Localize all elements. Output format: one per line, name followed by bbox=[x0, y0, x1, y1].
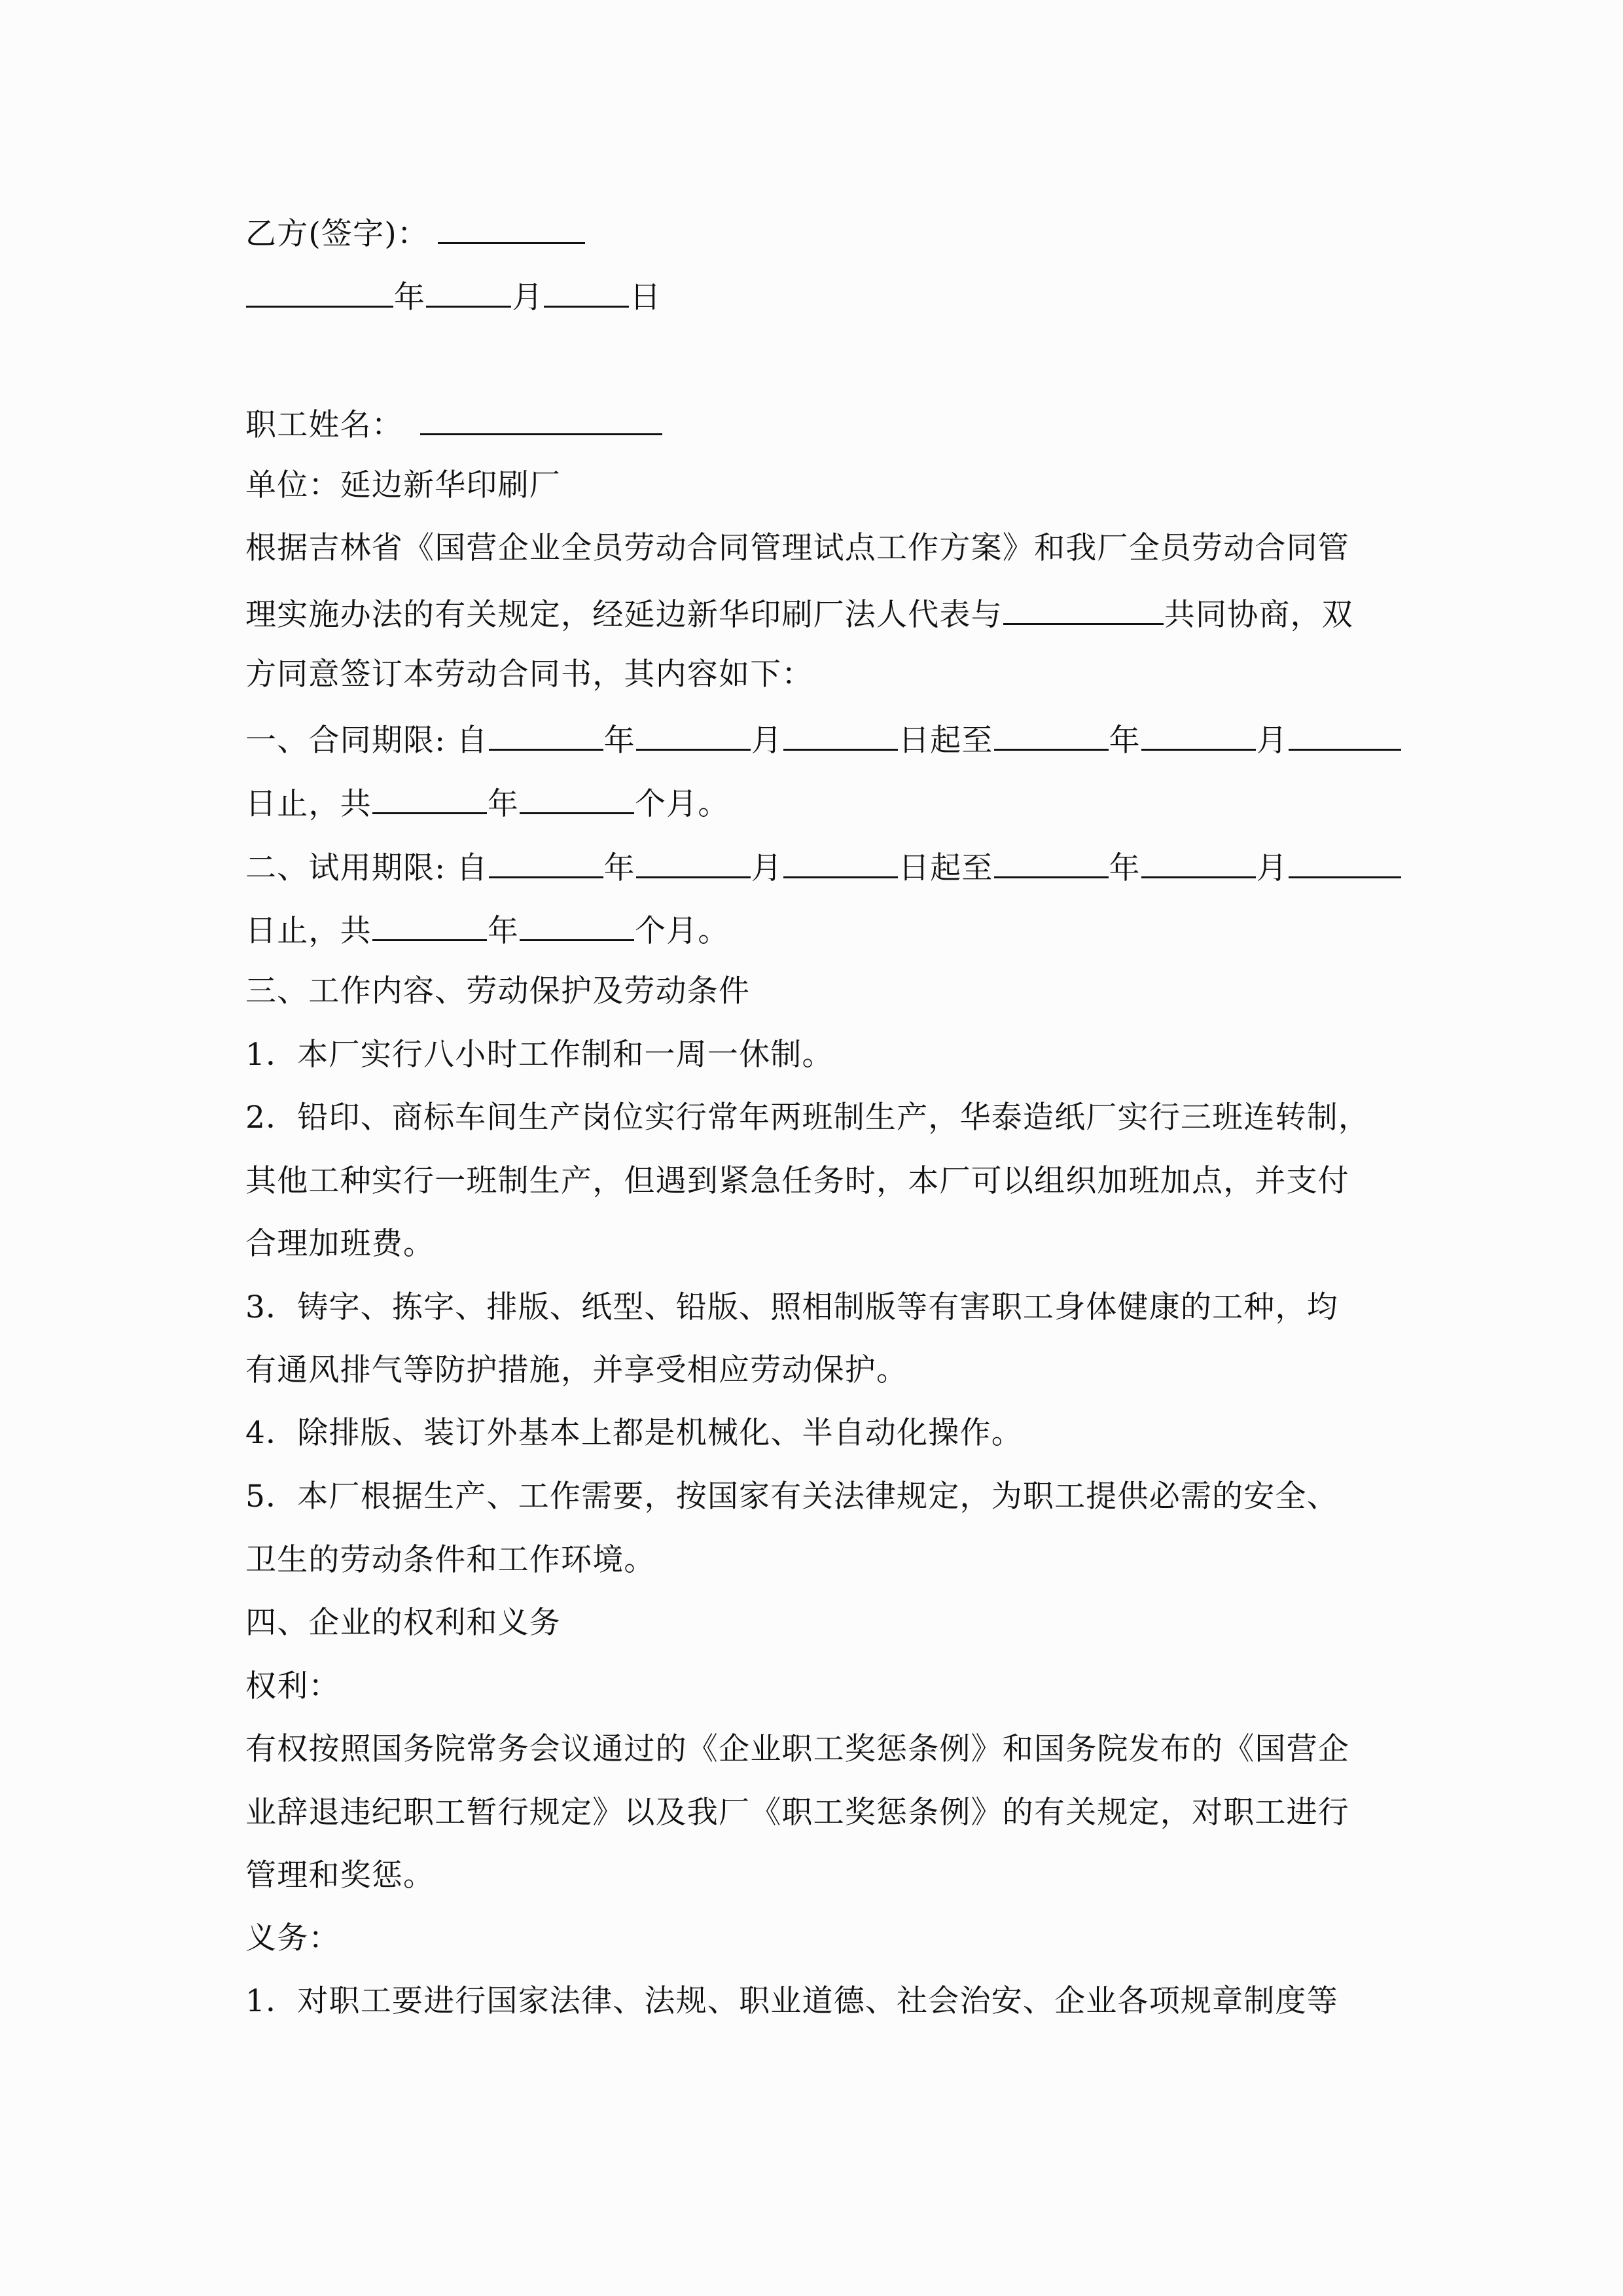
contract-end-day-field[interactable] bbox=[1289, 715, 1401, 751]
section-3-item-3-line-1: 3．铸字、拣字、排版、纸型、铅版、照相制版等有害职工身体健康的工种，均 bbox=[245, 1289, 1338, 1325]
month-label: 月 bbox=[751, 850, 783, 886]
contract-total-months-field[interactable] bbox=[520, 778, 634, 814]
year-label: 年 bbox=[487, 913, 520, 949]
rights-line-1: 有权按照国务院常务会议通过的《企业职工奖惩条例》和国务院发布的《国营企 bbox=[245, 1731, 1349, 1767]
year-label: 年 bbox=[394, 279, 426, 315]
month-label: 月 bbox=[751, 723, 783, 759]
preamble-line-2-tail: 共同协商，双 bbox=[1164, 597, 1354, 633]
rights-line-2: 业辞退违纪职工暂行规定》以及我厂《职工奖惩条例》的有关规定，对职工进行 bbox=[245, 1795, 1349, 1831]
party-b-signature-label: 乙方(签字)： bbox=[245, 216, 429, 252]
rights-label: 权利： bbox=[245, 1668, 340, 1704]
party-b-signature-field[interactable] bbox=[438, 208, 585, 244]
probation-term-line bbox=[245, 842, 1397, 888]
unit-label: 单位： bbox=[245, 467, 340, 503]
signature-date-line bbox=[245, 272, 1397, 317]
rights-line-3: 管理和奖惩。 bbox=[245, 1857, 435, 1893]
months-label: 个月。 bbox=[635, 913, 730, 949]
unit-value: 延边新华印刷厂 bbox=[340, 467, 562, 503]
employee-name-line bbox=[245, 399, 1397, 445]
month-label: 月 bbox=[512, 279, 544, 315]
employee-name-label: 职工姓名： bbox=[245, 407, 403, 443]
preamble-line-2 bbox=[245, 589, 1397, 635]
section-3-heading: 三、工作内容、劳动保护及劳动条件 bbox=[245, 973, 751, 1009]
probation-start-year-field[interactable] bbox=[489, 842, 603, 878]
month-label: 月 bbox=[1256, 723, 1289, 759]
year-label: 年 bbox=[487, 786, 520, 822]
months-label: 个月。 bbox=[635, 786, 730, 822]
month-label: 月 bbox=[1256, 850, 1289, 886]
unit-line bbox=[245, 463, 1397, 509]
contract-term-line bbox=[245, 715, 1397, 761]
year-label: 年 bbox=[1109, 850, 1141, 886]
contract-end-month-field[interactable] bbox=[1141, 715, 1256, 751]
from-label: 自 bbox=[456, 723, 488, 759]
year-label: 年 bbox=[603, 723, 635, 759]
contract-start-year-field[interactable] bbox=[489, 715, 603, 751]
probation-end-year-field[interactable] bbox=[994, 842, 1109, 878]
contract-term-end-line bbox=[245, 778, 1397, 824]
day-from-to-label: 日起至 bbox=[899, 850, 993, 886]
probation-term-end-line bbox=[245, 905, 1397, 951]
day-from-to-label: 日起至 bbox=[899, 723, 993, 759]
day-label: 日 bbox=[630, 279, 662, 315]
signature-month-field[interactable] bbox=[426, 272, 511, 308]
preamble-line-1: 根据吉林省《国营企业全员劳动合同管理试点工作方案》和我厂全员劳动合同管 bbox=[245, 530, 1349, 566]
end-prefix-label: 日止，共 bbox=[245, 913, 372, 949]
contract-total-years-field[interactable] bbox=[372, 778, 487, 814]
probation-start-month-field[interactable] bbox=[636, 842, 751, 878]
contract-start-month-field[interactable] bbox=[636, 715, 751, 751]
section-3-item-4-line-1: 4．除排版、装订外基本上都是机械化、半自动化操作。 bbox=[245, 1415, 1023, 1451]
signature-day-field[interactable] bbox=[544, 272, 629, 308]
contract-term-title: 一、合同期限: bbox=[245, 723, 446, 759]
from-label: 自 bbox=[456, 850, 488, 886]
representative-field[interactable] bbox=[1003, 589, 1164, 625]
section-3-item-5-line-1: 5．本厂根据生产、工作需要，按国家有关法律规定，为职工提供必需的安全、 bbox=[245, 1479, 1338, 1515]
contract-start-day-field[interactable] bbox=[783, 715, 898, 751]
section-3-item-3-line-2: 有通风排气等防护措施，并享受相应劳动保护。 bbox=[245, 1352, 908, 1388]
probation-end-day-field[interactable] bbox=[1289, 842, 1401, 878]
year-label: 年 bbox=[603, 850, 635, 886]
section-4-heading: 四、企业的权利和义务 bbox=[245, 1605, 561, 1641]
contract-end-year-field[interactable] bbox=[994, 715, 1109, 751]
section-3-item-2-line-1: 2．铅印、商标车间生产岗位实行常年两班制生产，华泰造纸厂实行三班连转制， bbox=[245, 1100, 1370, 1136]
section-3-item-2-line-3: 合理加班费。 bbox=[245, 1226, 435, 1262]
probation-start-day-field[interactable] bbox=[783, 842, 898, 878]
probation-total-months-field[interactable] bbox=[520, 905, 634, 941]
section-3-item-1-line-1: 1．本厂实行八小时工作制和一周一休制。 bbox=[245, 1037, 834, 1073]
preamble-line-3: 方同意签订本劳动合同书，其内容如下： bbox=[245, 656, 813, 692]
preamble-line-2-text: 理实施办法的有关规定，经延边新华印刷厂法人代表与 bbox=[245, 597, 1003, 633]
end-prefix-label: 日止，共 bbox=[245, 786, 372, 822]
year-label: 年 bbox=[1109, 723, 1141, 759]
probation-term-title: 二、试用期限: bbox=[245, 850, 446, 886]
section-3-item-2-line-2: 其他工种实行一班制生产，但遇到紧急任务时，本厂可以组织加班加点，并支付 bbox=[245, 1163, 1349, 1199]
party-b-signature-line bbox=[245, 208, 1397, 254]
duties-line-1: 1．对职工要进行国家法律、法规、职业道德、社会治安、企业各项规章制度等 bbox=[245, 1983, 1338, 2019]
section-3-item-5-line-2: 卫生的劳动条件和工作环境。 bbox=[245, 1542, 656, 1578]
probation-end-month-field[interactable] bbox=[1141, 842, 1256, 878]
duties-label: 义务： bbox=[245, 1920, 340, 1956]
employee-name-field[interactable] bbox=[420, 399, 662, 435]
signature-year-field[interactable] bbox=[246, 272, 393, 308]
probation-total-years-field[interactable] bbox=[372, 905, 487, 941]
